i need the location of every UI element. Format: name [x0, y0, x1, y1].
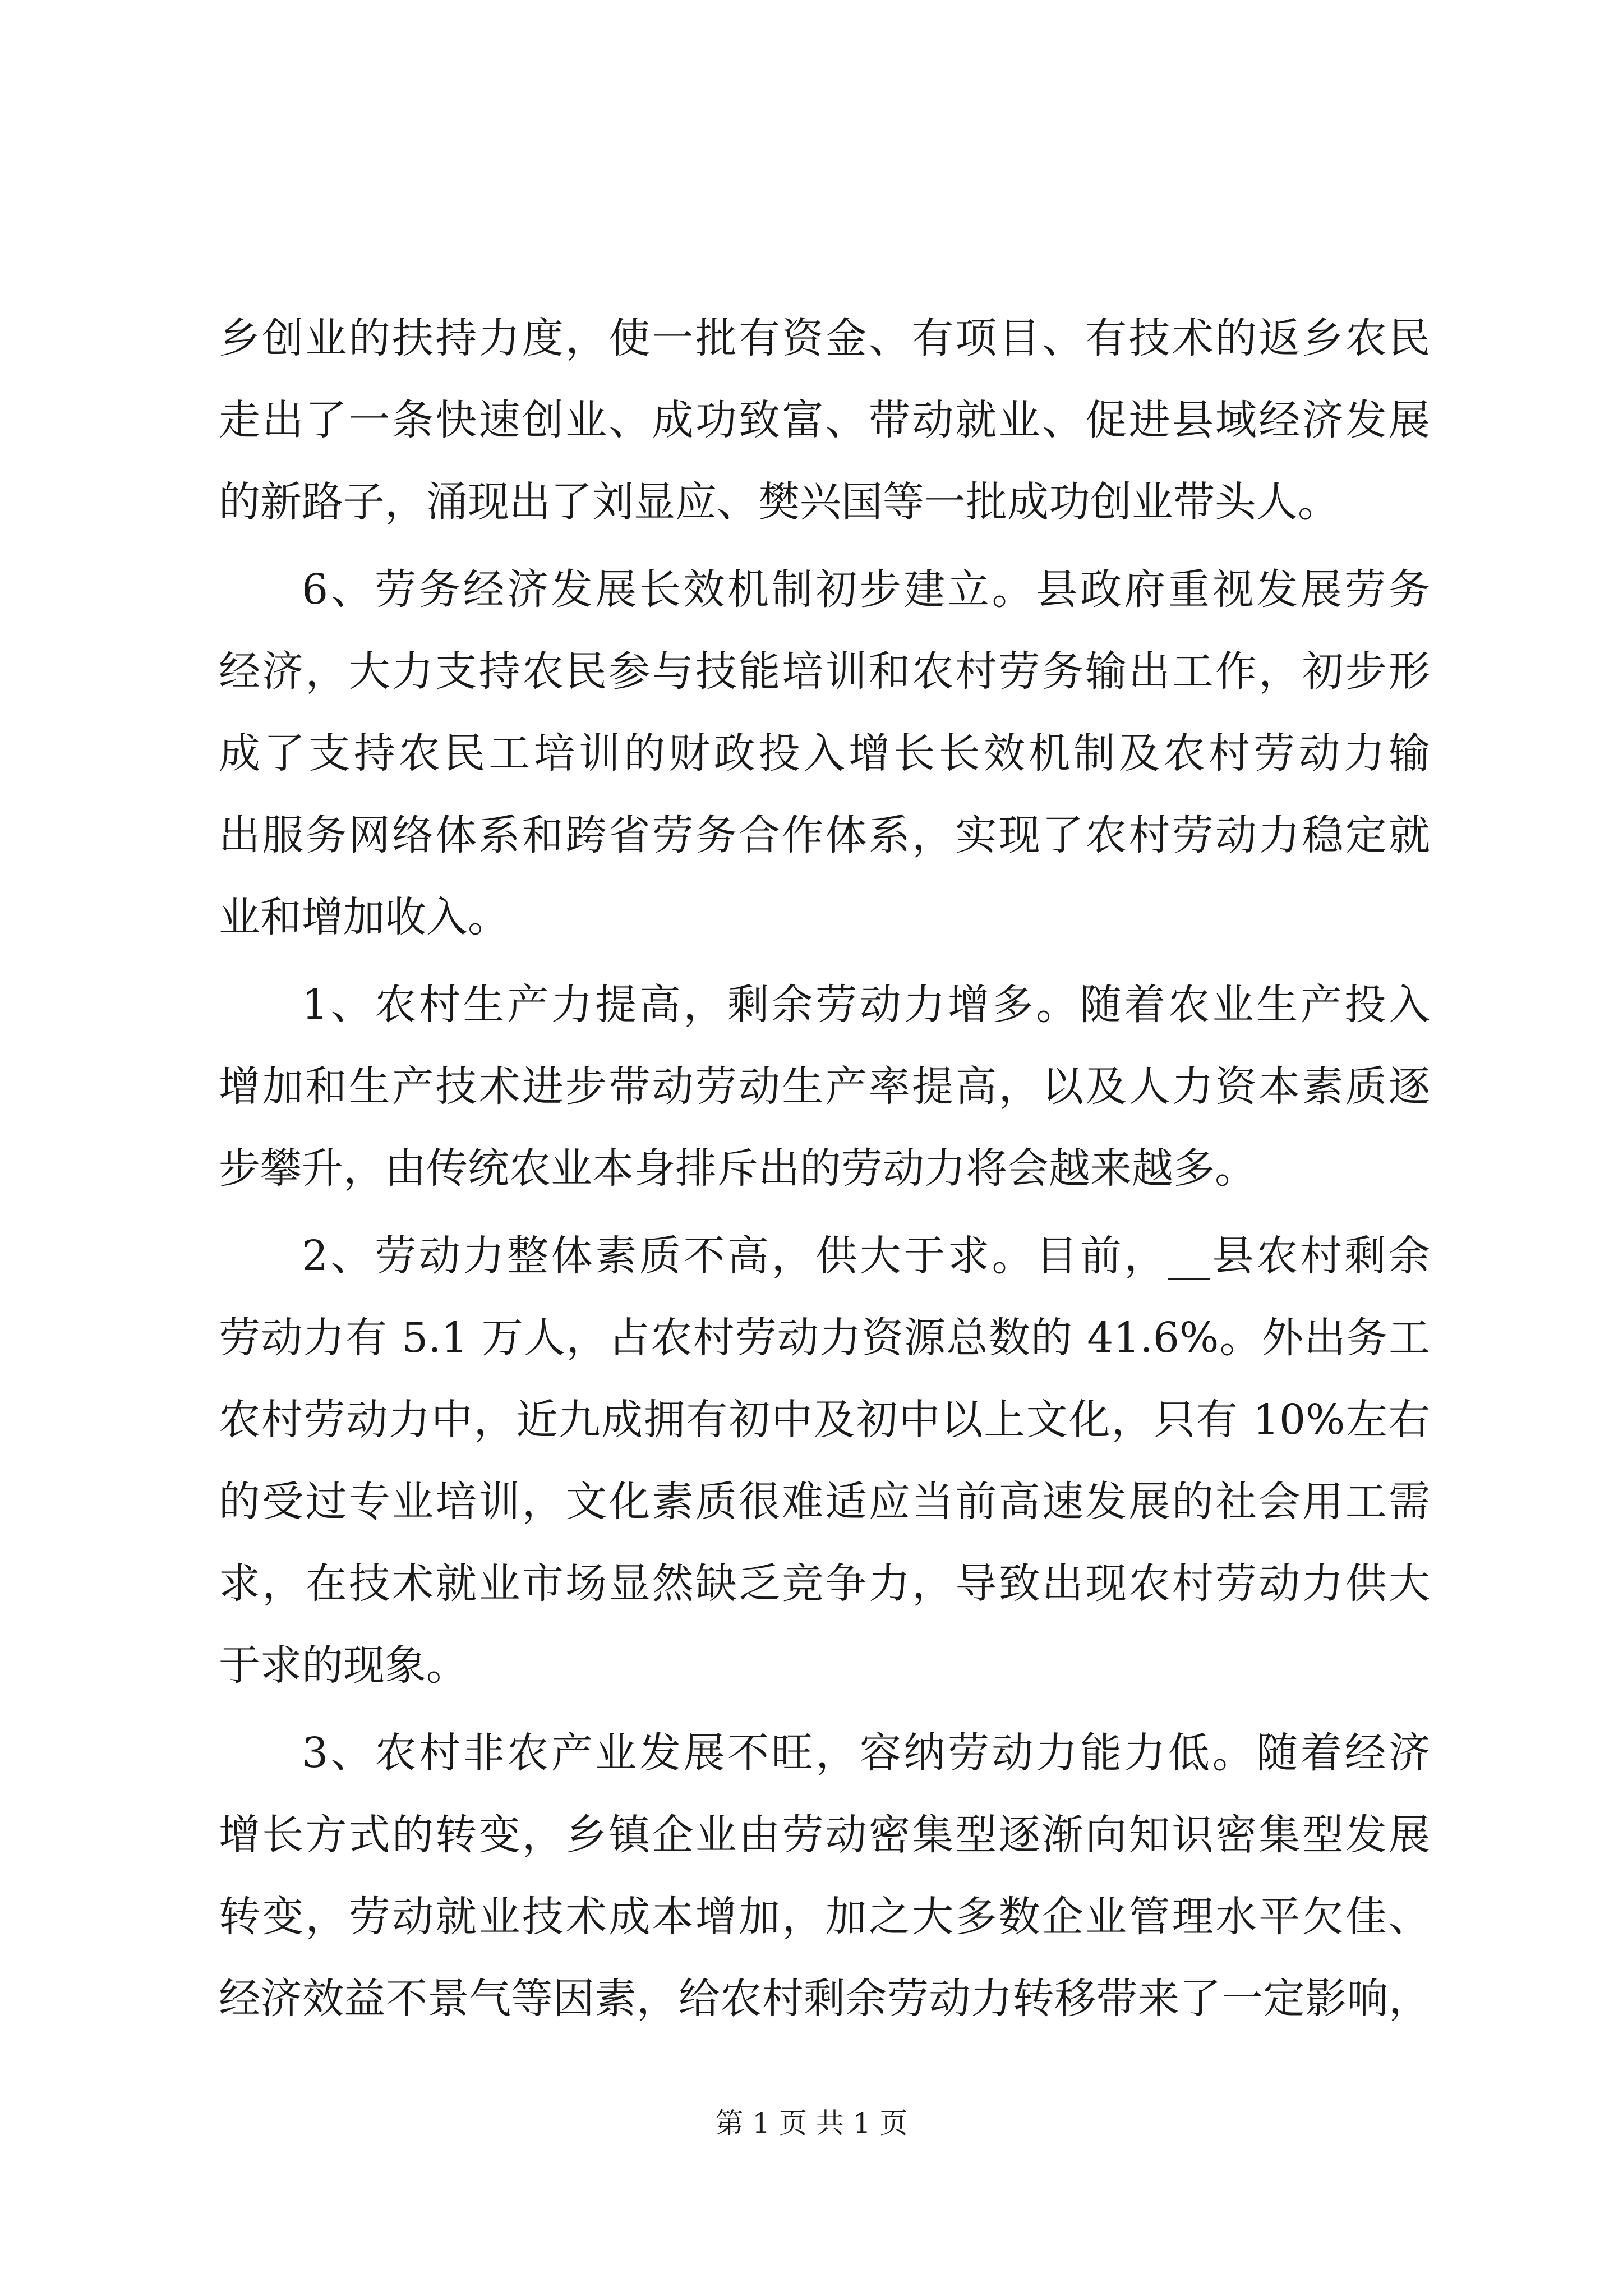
text-line: 劳动力有 5.1 万人，占农村劳动力资源总数的 41.6%。外出务工 — [219, 1314, 1430, 1362]
document-body — [219, 297, 1430, 2040]
text-line: 业和增加收入。 — [219, 893, 509, 941]
text-line: 经济效益不景气等因素，给农村剩余劳动力转移带来了一定影响， — [219, 1975, 1430, 2023]
paragraph — [219, 549, 1430, 958]
text-line: 走出了一条快速创业、成功致富、带动就业、促进县域经济发展 — [219, 396, 1430, 444]
text-line: 增长方式的转变，乡镇企业由劳动密集型逐渐向知识密集型发展 — [219, 1811, 1430, 1859]
text-line: 出服务网络体系和跨省劳务合作体系，实现了农村劳动力稳定就 — [219, 811, 1430, 859]
text-line: 6、劳务经济发展长效机制初步建立。县政府重视发展劳务 — [302, 565, 1430, 614]
paragraph — [219, 1215, 1430, 1706]
text-line: 3、农村非农产业发展不旺，容纳劳动力能力低。随着经济 — [302, 1729, 1430, 1777]
text-line: 增加和生产技术进步带动劳动生产率提高，以及人力资本素质逐 — [219, 1062, 1430, 1111]
text-line: 1、农村生产力提高，剩余劳动力增多。随着农业生产投入 — [302, 981, 1430, 1029]
text-line: 转变，劳动就业技术成本增加，加之大多数企业管理水平欠佳、 — [219, 1893, 1430, 1941]
text-line: 于求的现象。 — [219, 1641, 468, 1690]
paragraph — [219, 1712, 1430, 2040]
text-line: 求，在技术就业市场显然缺乏竞争力，导致出现农村劳动力供大 — [219, 1559, 1430, 1608]
text-line: 农村劳动力中，近九成拥有初中及初中以上文化，只有 10%左右 — [219, 1396, 1430, 1444]
text-line: 成了支持农民工培训的财政投入增长长效机制及农村劳动力输 — [219, 729, 1430, 777]
text-line: 步攀升，由传统农业本身排斥出的劳动力将会越来越多。 — [219, 1144, 1256, 1193]
page-footer: 第 1 页 共 1 页 — [715, 2107, 908, 2139]
paragraph — [219, 297, 1430, 543]
text-line: 2、劳动力整体素质不高，供大于求。目前，__县农村剩余 — [302, 1232, 1430, 1280]
text-line: 的受过专业培训，文化素质很难适应当前高速发展的社会用工需 — [219, 1478, 1430, 1526]
text-line: 乡创业的扶持力度，使一批有资金、有项目、有技术的返乡农民 — [219, 314, 1430, 362]
text-line: 的新路子，涌现出了刘显应、樊兴国等一批成功创业带头人。 — [219, 478, 1339, 526]
paragraph — [219, 964, 1430, 1209]
text-line: 经济，大力支持农民参与技能培训和农村劳务输出工作，初步形 — [219, 647, 1430, 696]
